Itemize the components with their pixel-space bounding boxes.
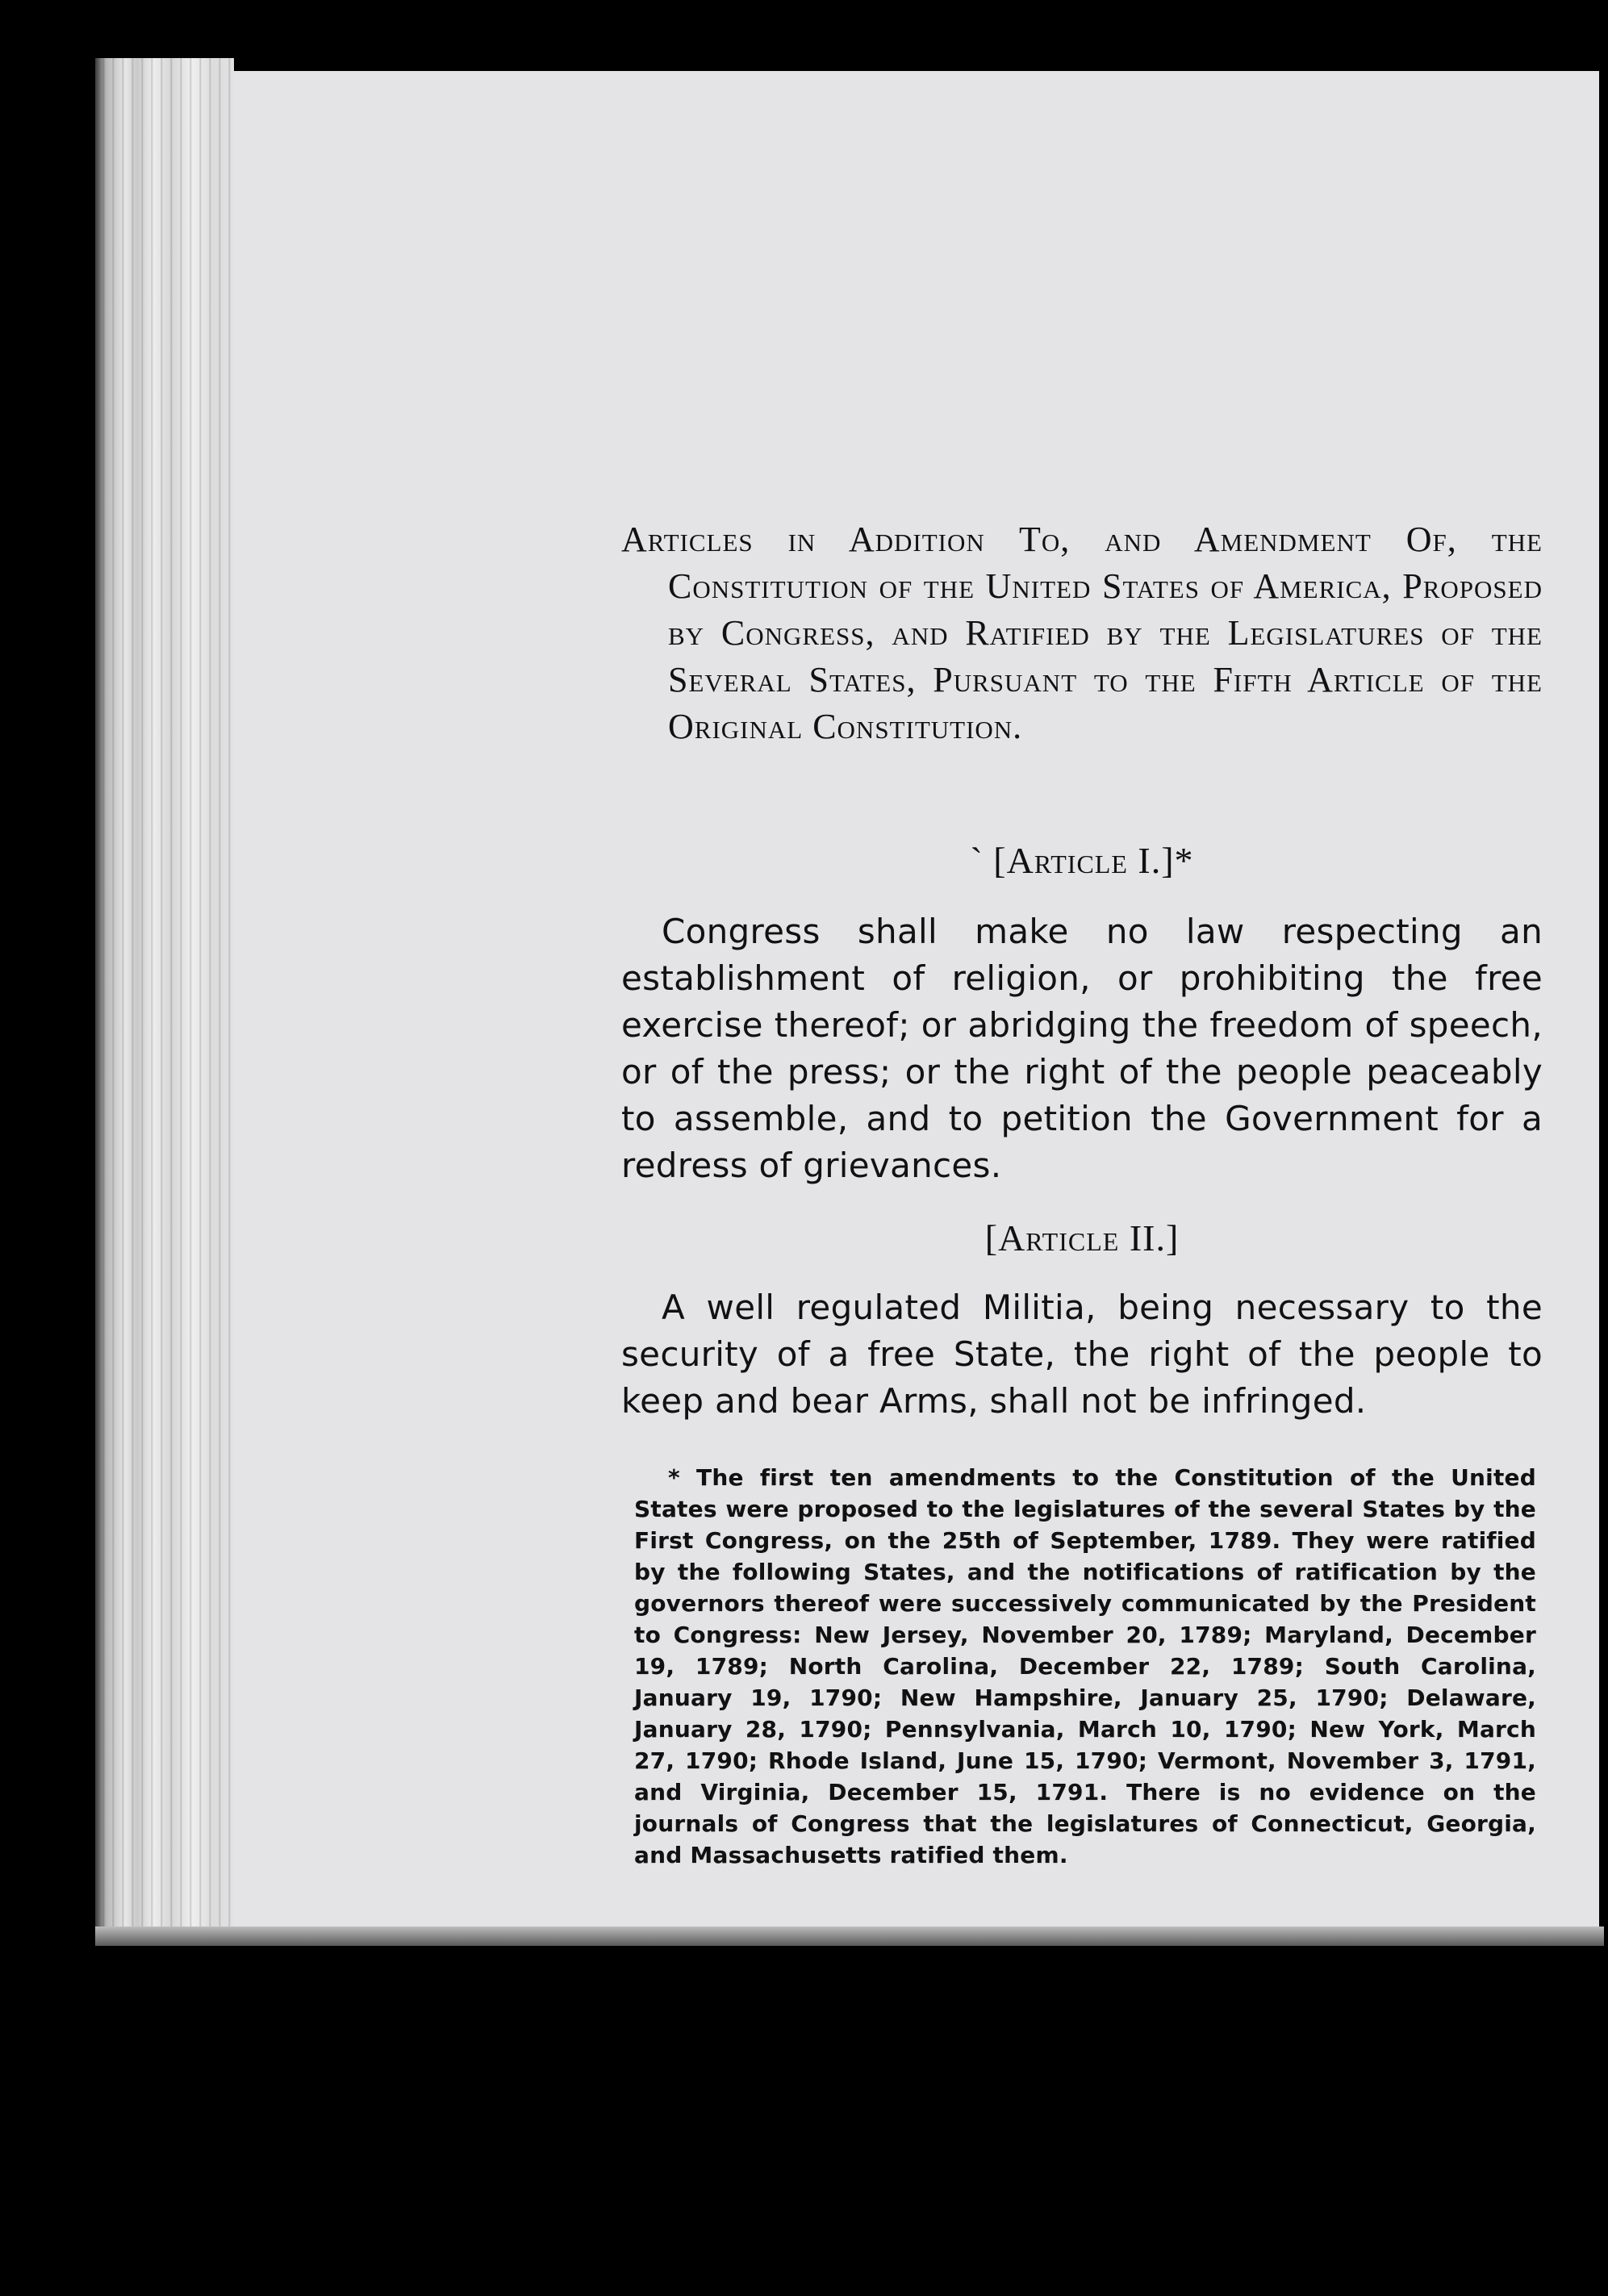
document-heading: [621, 516, 1543, 750]
footnote: * The first ten amendments to the Constitution of the United States were proposed to the legislatures of the several States by the First Congress, on the 25th of September, 1789. They were ratified by the following States, and the notifications of ratification by the governors thereof were successively communicated by the President to Congress: New Jersey, November 20, 1789; Maryland, December 19, 1789; North Carolina, December 22, 1789; South Carolina, January 19, 1790; New Hampshire, January 25, 1790; Delaware, January 28, 1790; Pennsylvania, March 10, 1790; New York, March 27, 1790; Rhode Island, June 15, 1790; Vermont, November 3, 1791, and Virginia, December 15, 1791. There is no evidence on the journals of Congress that the legislatures of Connecticut, Georgia, and Massachusetts ratified them.: [634, 1464, 1536, 1868]
article-1-text: Congress shall make no law respecting an establishment of religion, or prohibiting the free exercise thereof; or abridging the freedom of speech, or of the press; or the right of the people peaceably to assemble, and to petition the Government for a redress of grievances.: [621, 912, 1543, 1185]
heading-text: Articles in Addition To, and Amendment Of, the Constitution of the United States of America, Proposed by Congress, and Ratified by the Legislatures of the Several States, Pursuant to the Fifth Article of the Original Constitution.: [621, 520, 1543, 746]
book-gutter: [95, 58, 234, 1946]
article-1-title: ` [Article I.]*: [970, 840, 1194, 881]
page-bottom-edge: [95, 1927, 1604, 1946]
article-2-text: A well regulated Militia, being necessary to the security of a free State, the right of the people to keep and bear Arms, shall not be infringed.: [621, 1288, 1543, 1421]
article-2-title: [Article II.]: [984, 1217, 1180, 1259]
